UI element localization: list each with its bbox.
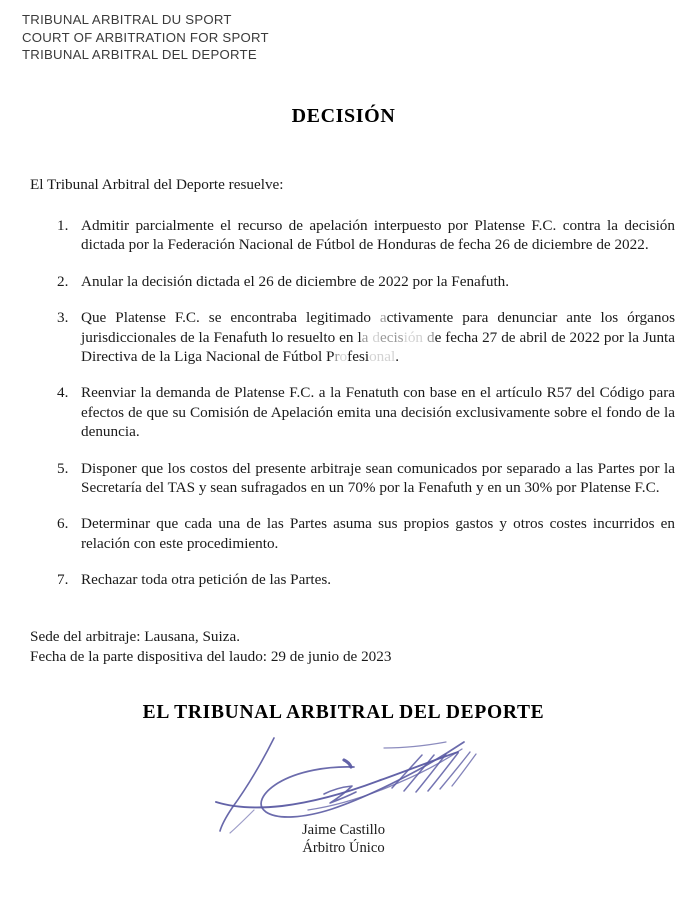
resolution-number: 7. [57,571,69,589]
cas-letterhead [22,11,269,64]
intro-paragraph: El Tribunal Arbitral del Deporte resuelve: [30,176,284,193]
signer-name: Jaime Castillo [301,822,386,838]
tribunal-heading: EL TRIBUNAL ARBITRAL DEL DEPORTE [142,702,545,723]
handwritten-signature-icon [196,736,496,834]
resolution-text: Reenviar la demanda de Platense F.C. a la Fenatuth con base en el artículo R57 del Código para efectos de que su Comisión de Apelación emita una decisión exclusivamente sobre el fondo de la denuncia. [81,384,675,441]
resolution-number: 4. [57,384,69,402]
document-body [30,175,675,607]
resolution-text: Rechazar toda otra petición de las Partes. [81,571,332,589]
resolution-text: Anular la decisión dictada el 26 de diciembre de 2022 por la Fenafuth. [81,272,510,290]
signer-role: Árbitro Único [302,839,385,856]
closing-block [30,627,675,667]
resolution-item [30,216,675,255]
letterhead-line-es: TRIBUNAL ARBITRAL DEL DEPORTE [22,47,257,63]
resolution-number: 3. [57,309,69,327]
resolution-text: Que Platense F.C. se encontraba legitimado activamente para denunciar ante los órganos jurisdiccionales de la Fenafuth lo resuelto en la decisión de fecha 27 de abril de 2022 por la Junta Directiva de la Liga Nacional de Fútbol Profesional. [81,309,676,366]
resolution-item [30,459,675,498]
page-title: DECISIÓN [291,105,396,127]
resolution-text: Disponer que los costos del presente arbitraje sean comunicados por separado a las Partes por la Secretaría del TAS y sean sufragados en un 70% por la Fenafuth y en un 30% por Platense F.C. [81,459,675,497]
resolutions-list [30,216,675,590]
resolution-item [30,570,675,589]
resolution-item [30,308,675,366]
resolution-text: Determinar que cada una de las Partes asuma sus propios gastos y otros costes incurridos en relación con este procedimiento. [81,515,675,552]
award-date: Fecha de la parte dispositiva del laudo: 29 de junio de 2023 [30,648,392,665]
letterhead-line-en: COURT OF ARBITRATION FOR SPORT [22,29,269,45]
resolution-item [30,383,675,441]
resolution-number: 5. [57,459,69,477]
arbitration-seat: Sede del arbitraje: Lausana, Suiza. [30,628,241,645]
resolution-text: Admitir parcialmente el recurso de apelación interpuesto por Platense F.C. contra la decisión dictada por la Federación Nacional de Fútbol de Honduras de fecha 26 de diciembre de 2022. [81,217,675,254]
resolution-item [30,272,675,291]
letterhead-line-fr: TRIBUNAL ARBITRAL DU SPORT [22,12,232,27]
resolution-item [30,514,675,553]
signer-block [0,822,687,857]
resolution-number: 2. [57,272,69,290]
resolution-number: 1. [57,217,69,234]
resolution-number: 6. [57,515,69,533]
